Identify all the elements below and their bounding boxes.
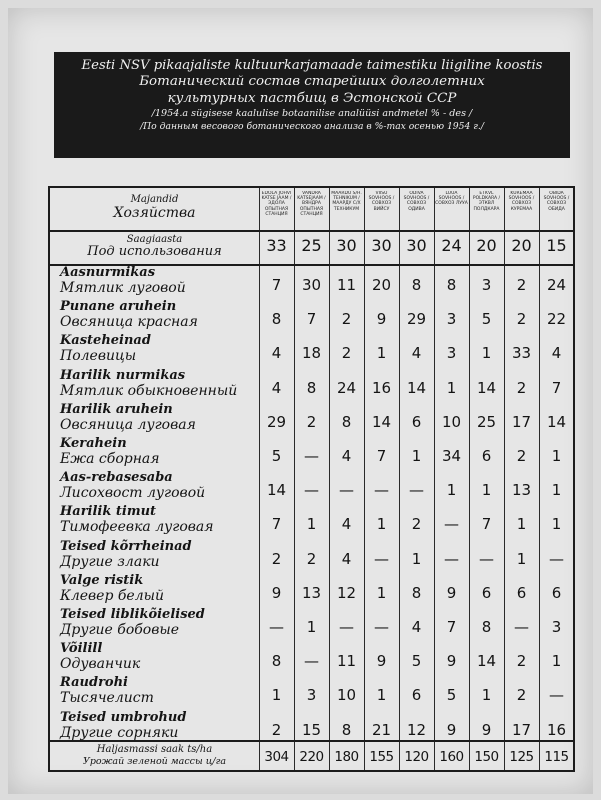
table-cell: 24 (546, 276, 567, 294)
table-cell: 33 (511, 344, 532, 363)
table-cell: 9 (376, 652, 387, 671)
table-cell: 1 (306, 618, 317, 636)
table-cell: 4 (271, 344, 282, 363)
column-header: ETKVL POLDKARA / ЭТКВЛ ПОЛДКАРА (472, 191, 501, 212)
header-label-estonian: Majandid (130, 194, 179, 205)
species-name-estonian: Harilik timut (60, 504, 157, 520)
table-cell: 8 (481, 618, 492, 636)
table-cell: 10 (441, 412, 462, 431)
table-cell: 8 (411, 583, 422, 602)
table-cell: 7 (271, 276, 282, 294)
species-name-russian: Одуванчик (60, 656, 141, 673)
table-cell: — (304, 481, 319, 500)
species-name-russian: Овсяница красная (60, 314, 198, 331)
species-name (60, 540, 260, 570)
table-cell: 12 (406, 720, 427, 739)
table-cell: 9 (271, 583, 282, 602)
table-cell: 17 (511, 412, 532, 431)
table-cell: 4 (411, 618, 422, 636)
table-cell: 1 (376, 344, 387, 363)
table-cell: 7 (481, 515, 492, 534)
species-name (60, 300, 260, 330)
years-value: 15 (546, 236, 567, 255)
table-cell: 4 (341, 549, 352, 568)
table-cell: 29 (266, 412, 287, 431)
table-cell: 8 (446, 276, 457, 294)
table-cell: 3 (481, 276, 492, 294)
yield-value: 120 (404, 749, 429, 765)
table-cell: 7 (271, 515, 282, 534)
table-cell: 4 (411, 344, 422, 363)
years-label-estonian: Saagiaasta (126, 234, 183, 245)
title-line-russian-1: Ботанический состав старейших долголетних (139, 74, 485, 89)
yield-value: 115 (544, 749, 569, 765)
table-cell: — (444, 515, 459, 534)
table-cell: 22 (546, 310, 567, 329)
table-cell: — (339, 618, 354, 636)
table-cell: 8 (341, 720, 352, 739)
yield-value: 160 (439, 749, 464, 765)
table-cell: 14 (406, 378, 427, 397)
table-cell: 24 (336, 378, 357, 397)
table-cell: 1 (481, 686, 492, 705)
species-name-russian: Другие злаки (60, 553, 160, 570)
table-cell: 1 (411, 549, 422, 568)
species-name-russian: Мятлик луговой (60, 280, 186, 296)
table-cell: — (374, 481, 389, 500)
header-label-russian: Хозяйства (113, 205, 196, 221)
table-cell: 2 (271, 549, 282, 568)
species-name (60, 505, 260, 535)
species-name-russian: Ежа сборная (60, 451, 160, 467)
table-cell: — (409, 481, 424, 500)
species-name-estonian: Teised umbrohud (60, 709, 187, 725)
table-cell: 3 (551, 618, 562, 636)
table-cell: 2 (516, 686, 527, 705)
table-cell: 7 (306, 310, 317, 329)
species-name (60, 437, 260, 467)
table-cell: 6 (551, 583, 562, 602)
species-name-russian: Клевер белый (60, 587, 165, 604)
table-cell: 34 (441, 447, 462, 465)
species-name-russian: Тысячелист (60, 690, 154, 707)
table-cell: 14 (371, 412, 392, 431)
table-cell: 2 (341, 344, 352, 363)
table-cell: 8 (306, 378, 317, 397)
table-cell: 4 (341, 447, 352, 465)
table-cell: 10 (336, 686, 357, 705)
table-cell: 8 (271, 310, 282, 329)
table-cell: 7 (551, 378, 562, 397)
table-cell: — (339, 481, 354, 500)
table-cell: 11 (336, 652, 357, 671)
table-cell: 5 (411, 652, 422, 671)
species-name-estonian: Punane aruhein (60, 299, 177, 315)
table-cell: — (304, 652, 319, 671)
column-header: KUREMAA SOVHOOS / СОВХОЗ КУРЕМАА (508, 191, 535, 212)
species-name-estonian: Teised kõrrheinad (60, 538, 192, 554)
species-name-estonian: Võilill (60, 641, 103, 657)
table-cell: 1 (481, 344, 492, 363)
table-cell: 16 (546, 720, 567, 739)
table-cell: 2 (306, 549, 317, 568)
years-value: 33 (266, 236, 287, 255)
species-name-estonian: Harilik nurmikas (60, 367, 186, 383)
table-cell: 6 (516, 583, 527, 602)
table-cell: 7 (446, 618, 457, 636)
header-label (50, 188, 259, 230)
table-cell: 4 (551, 344, 562, 363)
species-name-estonian: Harilik aruhein (60, 401, 173, 417)
species-name (60, 471, 260, 501)
table-cell: 4 (271, 378, 282, 397)
table-cell: 14 (476, 652, 497, 671)
table-cell: 2 (516, 447, 527, 465)
title-line-russian-2: культурных пастбищ в Эстонской ССР (167, 91, 457, 106)
table-cell: 1 (306, 515, 317, 534)
table-cell: 14 (266, 481, 287, 500)
table-cell: 2 (516, 276, 527, 294)
table-cell: 2 (306, 412, 317, 431)
column-header: LUUA SOVHOOS / СОВХОЗ ЛУУА (435, 191, 468, 207)
species-name (60, 369, 260, 399)
table-cell: 1 (376, 515, 387, 534)
table-cell: 2 (516, 310, 527, 329)
species-name-russian: Полевицы (60, 348, 137, 365)
years-value: 24 (441, 236, 462, 255)
table-cell: 6 (481, 447, 492, 465)
table-cell: — (374, 549, 389, 568)
table-cell: 3 (446, 310, 457, 329)
column-header: MAARDU S/H. TEHNIKUM / МААРДУ С/Х ТЕХНИКУМ (331, 191, 362, 212)
species-name-russian: Тимофеевка луговая (60, 519, 214, 536)
table-cell: 9 (446, 720, 457, 739)
row-rule (50, 230, 573, 232)
years-value: 30 (336, 236, 357, 255)
species-name (60, 608, 260, 638)
table-cell: 7 (376, 447, 387, 465)
table-cell: 14 (476, 378, 497, 397)
table-cell: 25 (476, 412, 497, 431)
table-cell: 1 (516, 549, 527, 568)
table-cell: 9 (446, 583, 457, 602)
table-cell: 1 (516, 515, 527, 534)
species-name-estonian: Teised liblikõielised (60, 607, 205, 622)
years-value: 30 (371, 236, 392, 255)
table-cell: 17 (511, 720, 532, 739)
species-name-russian: Лисохвост луговой (60, 485, 206, 502)
species-name-russian: Мятлик обыкновенный (60, 382, 238, 399)
table-cell: — (549, 549, 564, 568)
table-cell: 1 (376, 686, 387, 705)
years-value: 20 (476, 236, 497, 255)
years-label-russian: Под использования (87, 244, 222, 259)
years-value: 20 (511, 236, 532, 255)
species-name-estonian: Raudrohi (60, 675, 128, 691)
title-line-estonian: Eesti NSV pikaajaliste kultuurkarjamaade taimestiku liigiline koostis (81, 58, 543, 73)
column-header: VIISU SOVHOOS / СОВХОЗ ВИЙСУ (368, 191, 395, 212)
table-cell: — (374, 618, 389, 636)
table-cell: 6 (481, 583, 492, 602)
table-cell: 29 (406, 310, 427, 329)
species-name (60, 676, 260, 706)
table-cell: 18 (301, 344, 322, 363)
table-cell: — (304, 447, 319, 465)
table-cell: 1 (481, 481, 492, 500)
table-cell: 6 (411, 686, 422, 705)
table-cell: 11 (336, 276, 357, 294)
species-name-estonian: Kasteheinad (60, 333, 151, 349)
years-label (50, 234, 259, 262)
column-header: EDOLA JÕHVI KATSE JAAM / ЭДОЛА ОПЫТНАЯ СТАНЦИЯ (261, 191, 292, 217)
footer-label-estonian: Haljasmassi saak ts/ha (96, 744, 213, 755)
table-cell: 21 (371, 720, 392, 739)
subtitle-russian: /По данным весового ботанического анализа в %-тах осенью 1954 г./ (140, 121, 484, 132)
table-cell: — (514, 618, 529, 636)
species-name (60, 711, 260, 741)
table-cell: — (479, 549, 494, 568)
years-value: 25 (301, 236, 322, 255)
table-cell: 1 (551, 652, 562, 671)
table-cell: 15 (301, 720, 322, 739)
botanical-table (48, 186, 575, 772)
yield-value: 150 (474, 749, 499, 765)
table-cell: 9 (481, 720, 492, 739)
column-header: VÄNDRA KATSEJAAM / ВЯНДРА ОПЫТНАЯ СТАНЦИЯ (297, 191, 326, 217)
table-cell: 2 (411, 515, 422, 534)
table-cell: 13 (511, 481, 532, 500)
species-name-estonian: Kerahein (60, 436, 127, 451)
table-cell: 1 (551, 447, 562, 465)
column-header: OBIDA SOVHOOS / СОВХОЗ ОБИДА (543, 191, 570, 212)
species-name (60, 334, 260, 364)
table-cell: 5 (481, 310, 492, 329)
table-cell: 8 (411, 276, 422, 294)
yield-value: 125 (509, 749, 534, 765)
years-value: 30 (406, 236, 427, 255)
table-cell: 3 (446, 344, 457, 363)
footer-label-russian: Урожай зеленой массы ц/га (82, 756, 227, 767)
table-cell: 12 (336, 583, 357, 602)
species-name-russian: Другие бобовые (60, 622, 180, 638)
species-name (60, 403, 260, 433)
footer-label (50, 744, 259, 772)
title-card (54, 52, 570, 158)
yield-value: 180 (334, 749, 359, 765)
table-cell: 1 (271, 686, 282, 705)
table-cell: 1 (446, 378, 457, 397)
yield-value: 155 (369, 749, 394, 765)
table-cell: 1 (411, 447, 422, 465)
table-cell: 9 (446, 652, 457, 671)
species-name (60, 642, 260, 672)
table-cell: 2 (516, 378, 527, 397)
species-name-russian: Овсяница луговая (60, 416, 196, 433)
species-name-estonian: Aas-rebasesaba (60, 470, 173, 486)
table-cell: 13 (301, 583, 322, 602)
table-cell: — (269, 618, 284, 636)
table-cell: — (549, 686, 564, 705)
table-cell: 2 (341, 310, 352, 329)
table-cell: 14 (546, 412, 567, 431)
species-name (60, 266, 260, 296)
table-cell: 6 (411, 412, 422, 431)
table-cell: 16 (371, 378, 392, 397)
table-cell: 8 (271, 652, 282, 671)
table-cell: 8 (341, 412, 352, 431)
subtitle-estonian: /1954.a sügisese kaalulise botaanilise analüüsi andmetel % - des / (151, 108, 473, 119)
yield-value: 220 (299, 749, 324, 765)
table-cell: — (444, 549, 459, 568)
yield-value: 304 (264, 749, 289, 765)
table-cell: 5 (271, 447, 282, 465)
table-cell: 20 (371, 276, 392, 294)
species-name (60, 574, 260, 604)
table-cell: 2 (516, 652, 527, 671)
species-name-estonian: Aasnurmikas (60, 265, 156, 280)
column-header: ODIVA SOVHOOS / СОВХОЗ ОДИВА (403, 191, 430, 212)
species-name-estonian: Valge ristik (60, 572, 144, 588)
table-cell: 1 (551, 481, 562, 500)
photo-sheet (8, 8, 593, 794)
table-cell: 1 (376, 583, 387, 602)
table-cell: 2 (271, 720, 282, 739)
table-cell: 3 (306, 686, 317, 705)
table-cell: 5 (446, 686, 457, 705)
table-cell: 30 (301, 276, 322, 294)
table-cell: 1 (446, 481, 457, 500)
table-cell: 4 (341, 515, 352, 534)
table-cell: 9 (376, 310, 387, 329)
species-name-russian: Другие сорняки (60, 724, 179, 741)
table-cell: 1 (551, 515, 562, 534)
